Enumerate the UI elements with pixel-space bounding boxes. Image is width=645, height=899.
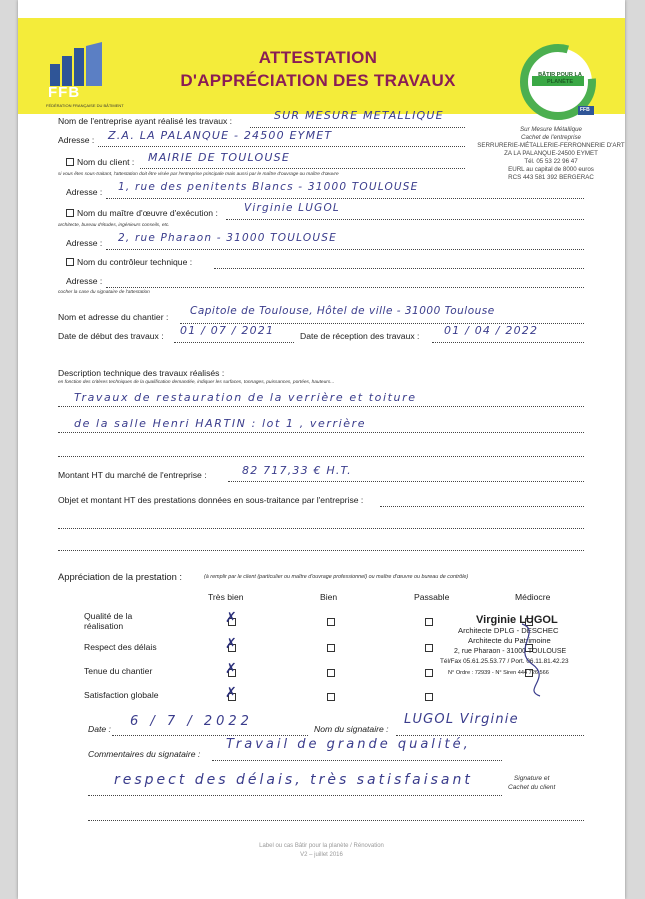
row-delais-label: Respect des délais xyxy=(84,642,157,652)
tenue-bien-checkbox[interactable] xyxy=(327,669,335,677)
entreprise-line xyxy=(250,127,465,128)
qualite-bien-checkbox[interactable] xyxy=(327,618,335,626)
montant-line xyxy=(228,481,584,482)
row-tenue-label: Tenue du chantier xyxy=(84,666,153,676)
commentaires-line-2 xyxy=(88,795,502,796)
commentaires-line-1 xyxy=(212,760,502,761)
architect-stamp-line: N° Ordre : 72939 - N° Siren 444 726 566 xyxy=(448,669,549,676)
column-mediocre: Médiocre xyxy=(515,592,551,602)
comment-value-2: respect des délais, très satisfaisant xyxy=(114,772,473,788)
controleur-adresse-line xyxy=(106,287,584,288)
date-line xyxy=(112,735,308,736)
nom-signataire-value: LUGOL Virginie xyxy=(404,712,519,727)
nom-signataire-line xyxy=(396,735,584,736)
appreciation-note: (à remplir par le client (particulier ou maître d'ouvrage professionnel) ou maître d'œuvre ou bureau de contrôle) xyxy=(204,574,469,580)
appreciation-title: Appréciation de la prestation : xyxy=(58,571,183,582)
adresse-line xyxy=(98,146,465,147)
row-qualite-label-line: réalisation xyxy=(84,621,124,631)
company-stamp-line: ZA LA PALANQUE-24500 EYMET xyxy=(504,150,598,157)
adresse-label: Adresse : xyxy=(58,135,95,145)
description-value-2: de la salle Henri HARTIN : lot 1 , verrière xyxy=(74,417,367,430)
tenue-tres-bien-check: ✗ xyxy=(225,661,237,677)
company-stamp-line: Tél. 05 53 22 96 47 xyxy=(524,158,578,165)
signature-caption-line: Cachet du client xyxy=(508,784,556,791)
architect-stamp-line: Architecte du Patrimoine xyxy=(468,636,551,645)
header-banner xyxy=(18,18,625,114)
sous-traitance-line-3 xyxy=(58,550,584,551)
chantier-value: Capitole de Toulouse, Hôtel de ville - 31000 Toulouse xyxy=(190,305,495,317)
column-bien: Bien xyxy=(320,592,338,602)
architect-stamp-line: Tél/Fax 05.61.25.53.77 / Port. 06.11.81.42.23 xyxy=(440,658,569,665)
controleur-note: cocher la case du signataire de l'attestation xyxy=(58,290,150,295)
date-debut-label: Date de début des travaux : xyxy=(58,331,164,341)
title-line-1: ATTESTATION xyxy=(258,48,378,67)
footer-line-1: Label ou cas Bâtir pour la planète / Rénovation xyxy=(259,843,384,849)
date-debut-value: 01 / 07 / 2021 xyxy=(180,324,275,337)
delais-bien-checkbox[interactable] xyxy=(327,644,335,652)
company-stamp-line: SERRURERIE-MÉTALLERIE-FERRONNERIE D'ART xyxy=(477,142,625,149)
description-line-1 xyxy=(58,406,584,407)
architect-stamp-line: 2, rue Pharaon - 31000 TOULOUSE xyxy=(454,647,567,655)
entreprise-label: Nom de l'entreprise ayant réalisé les travaux : xyxy=(58,116,233,126)
description-note: en fonction des critères techniques de la qualification demandée, indiquer les surfaces, tonnages, puissances, portées, hauteurs... xyxy=(58,380,335,385)
company-stamp-line: Cachet de l'entreprise xyxy=(521,134,581,141)
client-adresse-label: Adresse : xyxy=(66,187,103,197)
company-stamp-line: EURL au capital de 8000 euros xyxy=(508,166,594,173)
controleur-label xyxy=(66,257,192,267)
description-line-2 xyxy=(58,432,584,433)
controleur-checkbox[interactable] xyxy=(66,258,74,266)
delais-tres-bien-check: ✗ xyxy=(225,636,237,652)
montant-label: Montant HT du marché de l'entreprise : xyxy=(58,470,207,480)
signature-caption-line: Signature et xyxy=(513,775,550,782)
montant-value: 82 717,33 € H.T. xyxy=(242,464,352,477)
client-adresse-value: 1, rue des penitents Blancs - 31000 TOULOUSE xyxy=(118,181,419,193)
moe-checkbox[interactable] xyxy=(66,209,74,217)
footer-line-2: V2 – juillet 2016 xyxy=(300,852,343,858)
company-stamp-line: RCS 443 581 392 BERGERAC xyxy=(508,174,594,181)
row-satisfaction-label: Satisfaction globale xyxy=(84,690,159,700)
commentaires-line-3 xyxy=(88,820,584,821)
client-adresse-line xyxy=(106,198,584,199)
company-stamp xyxy=(466,126,625,182)
entreprise-value: SUR MESURE METALLIQUE xyxy=(274,109,444,122)
client-label xyxy=(66,157,134,167)
description-value-1: Travaux de restauration de la verrière et toiture xyxy=(74,391,417,404)
row-qualite-label xyxy=(84,611,132,631)
attestation-page xyxy=(18,0,625,899)
moe-line xyxy=(226,219,584,220)
nom-signataire-label: Nom du signataire : xyxy=(314,724,389,734)
client-label-text: Nom du client : xyxy=(77,157,135,167)
column-tres-bien: Très bien xyxy=(208,592,244,602)
satisfaction-passable-checkbox[interactable] xyxy=(425,693,433,701)
chantier-label: Nom et adresse du chantier : xyxy=(58,312,169,322)
ffb-logo-subtext: FÉDÉRATION FRANÇAISE DU BÂTIMENT xyxy=(46,103,124,108)
batir-logo-text: BÂTIR POUR LA PLANÈTE xyxy=(538,72,582,85)
company-stamp-line: Sur Mesure Métallique xyxy=(520,126,582,133)
satisfaction-tres-bien-check: ✗ xyxy=(225,685,237,701)
commentaires-label: Commentaires du signataire : xyxy=(88,749,201,759)
batir-logo-badge: FFB xyxy=(580,107,590,113)
client-value: MAIRIE DE TOULOUSE xyxy=(148,151,290,164)
comment-value-1: Travail de grande qualité, xyxy=(226,737,471,752)
date-reception-label: Date de réception des travaux : xyxy=(300,331,420,341)
description-line-3 xyxy=(58,456,584,457)
client-line xyxy=(140,168,465,169)
date-label: Date : xyxy=(88,724,111,734)
date-reception-value: 01 / 04 / 2022 xyxy=(444,324,539,337)
client-note: si vous êtes sous-traitant, l'attestation doit être visée par l'entreprise principale mais aussi par le maître d'ouvrage ou maître d'œuvre xyxy=(58,172,339,177)
moe-adresse-value: 2, rue Pharaon - 31000 TOULOUSE xyxy=(118,232,337,244)
controleur-line xyxy=(214,268,584,269)
adresse-value: Z.A. LA PALANQUE - 24500 EYMET xyxy=(108,129,333,142)
date-value: 6 / 7 / 2022 xyxy=(130,714,253,729)
controleur-adresse-label: Adresse : xyxy=(66,276,103,286)
qualite-tres-bien-check: ✗ xyxy=(225,610,237,626)
moe-value: Virginie LUGOL xyxy=(244,202,340,214)
row-qualite-label-line: Qualité de la xyxy=(84,611,133,621)
satisfaction-bien-checkbox[interactable] xyxy=(327,693,335,701)
moe-label xyxy=(66,208,218,218)
signature-caption xyxy=(508,774,555,792)
ffb-logo-text: FFB xyxy=(48,84,81,101)
client-checkbox[interactable] xyxy=(66,158,74,166)
architect-signature-scribble xyxy=(502,620,562,700)
architect-stamp-line: Virginie LUGOL xyxy=(476,614,558,626)
title-line-2: D'APPRÉCIATION DES TRAVAUX xyxy=(180,71,456,90)
sous-traitance-line-1 xyxy=(380,506,584,507)
moe-note: architecte, bureau d'études, ingénieurs conseils, etc. xyxy=(58,223,170,228)
controleur-label-text: Nom du contrôleur technique : xyxy=(77,257,193,267)
column-passable: Passable xyxy=(414,592,450,602)
sous-traitance-line-2 xyxy=(58,528,584,529)
date-debut-line xyxy=(174,342,294,343)
moe-label-text: Nom du maître d'œuvre d'exécution : xyxy=(77,208,218,218)
date-reception-line xyxy=(432,342,584,343)
moe-adresse-label: Adresse : xyxy=(66,238,103,248)
architect-stamp-line: Architecte DPLG - DESCHEC xyxy=(458,625,559,635)
sous-traitance-label: Objet et montant HT des prestations données en sous-traitance par l'entreprise : xyxy=(58,495,364,505)
description-label: Description technique des travaux réalisés : xyxy=(58,368,225,378)
moe-adresse-line xyxy=(106,249,584,250)
